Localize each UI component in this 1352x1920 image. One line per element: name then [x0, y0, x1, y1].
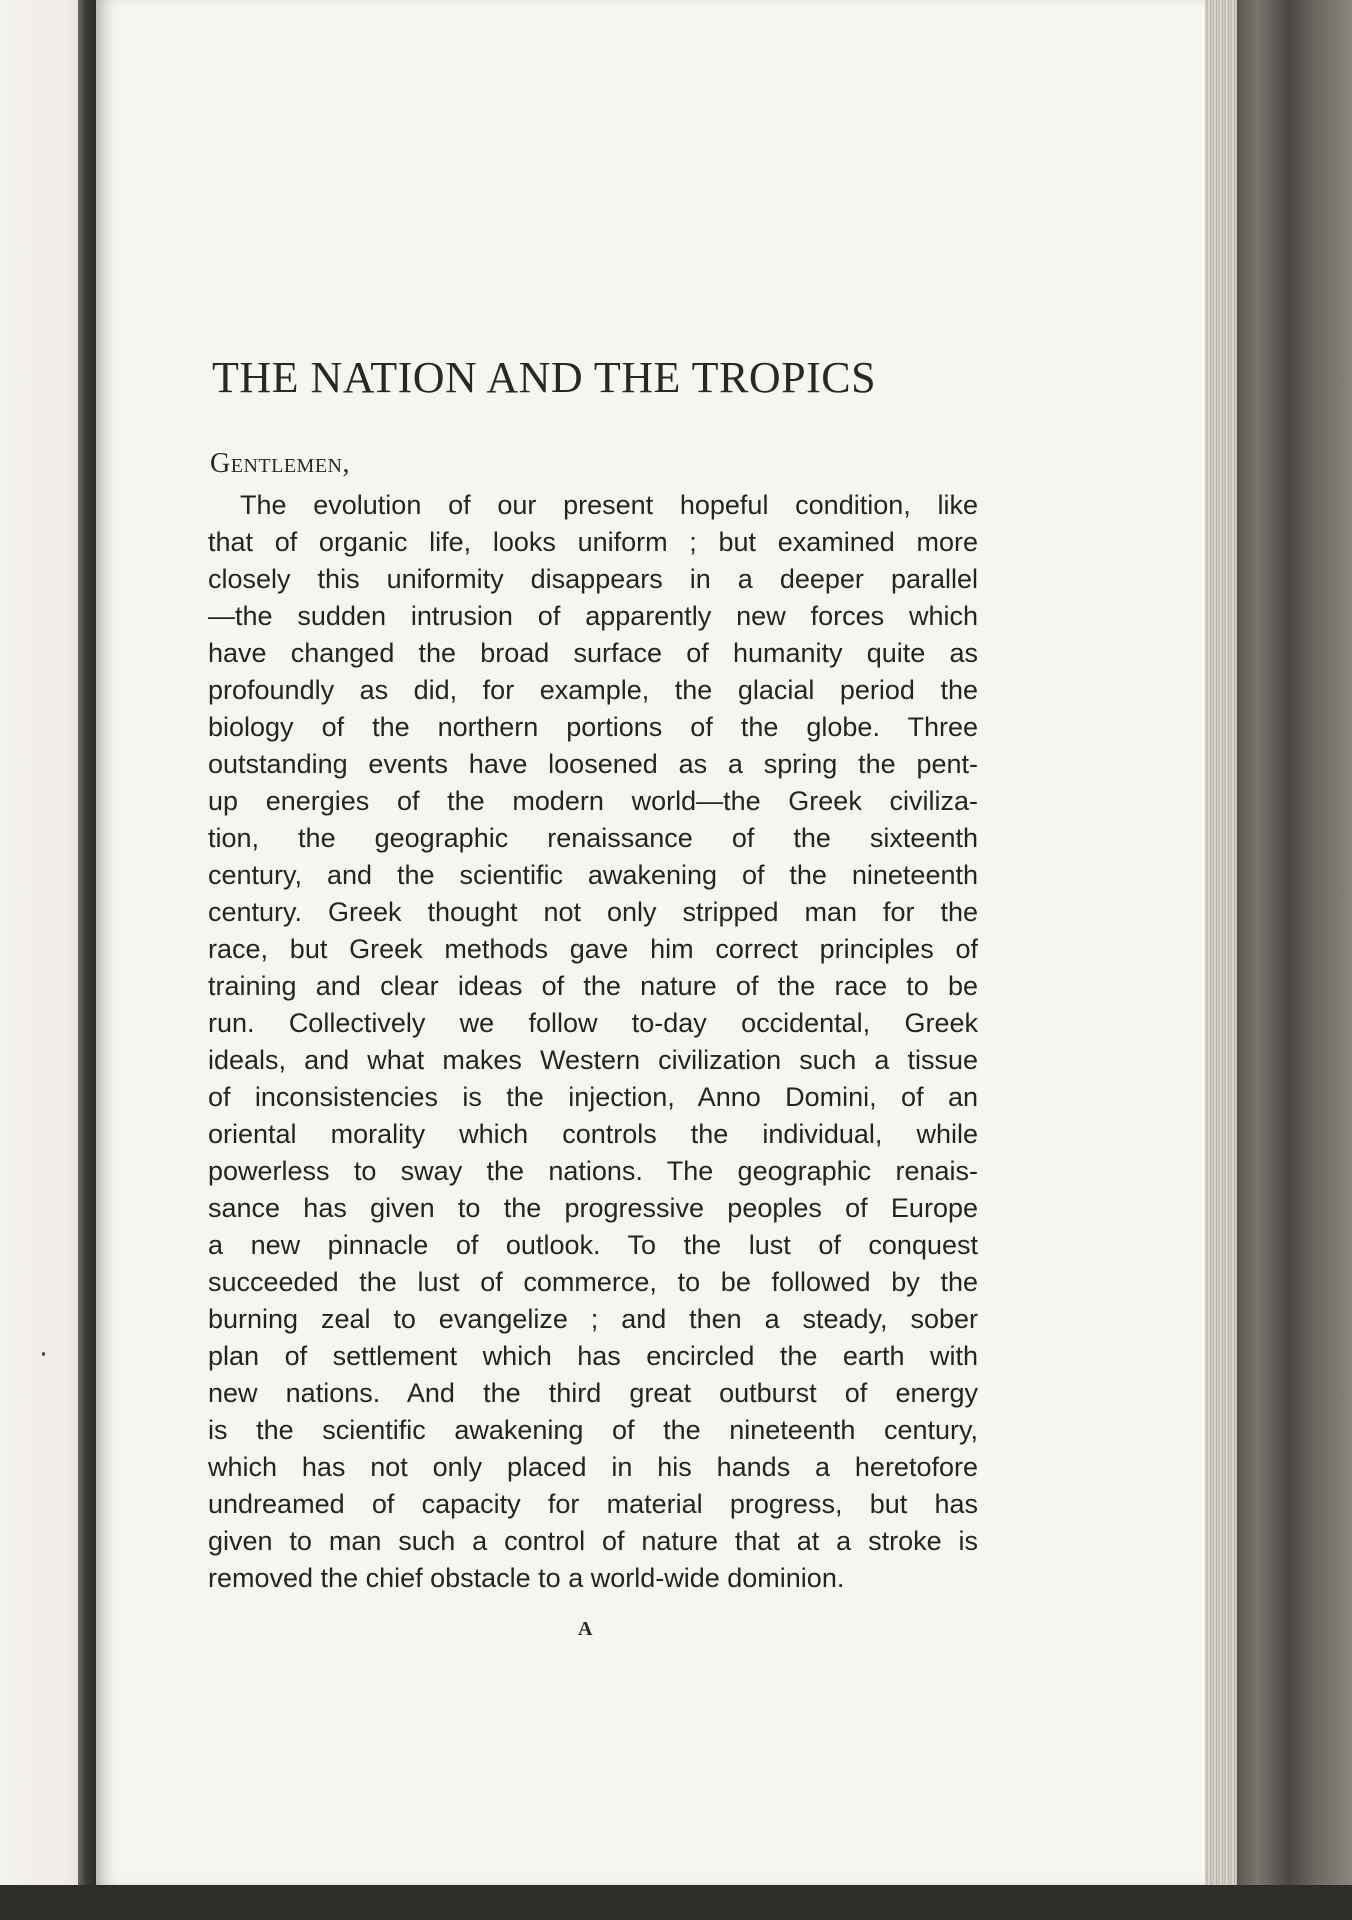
text-line: biology of the northern portions of the globe. Three: [208, 712, 978, 742]
salutation: Gentlemen,: [210, 448, 350, 479]
scan-bottom-band: [0, 1885, 1352, 1920]
text-line: ideals, and what makes Western civilization such a tissue: [208, 1045, 978, 1075]
text-line: which has not only placed in his hands a heretofore: [208, 1452, 978, 1482]
text-line: succeeded the lust of commerce, to be followed by the: [208, 1267, 978, 1297]
text-line: burning zeal to evangelize ; and then a steady, sober: [208, 1304, 978, 1334]
book-cover-edge: [1237, 0, 1352, 1920]
text-line: plan of settlement which has encircled the earth with: [208, 1341, 978, 1371]
text-line: race, but Greek methods gave him correct principles of: [208, 934, 978, 964]
text-line: up energies of the modern world—the Greek civiliza-: [208, 786, 978, 816]
text-line: new nations. And the third great outburst of energy: [208, 1378, 978, 1408]
text-line: outstanding events have loosened as a spring the pent-: [208, 749, 978, 779]
text-line: is the scientific awakening of the nineteenth century,: [208, 1415, 978, 1445]
text-line: have changed the broad surface of humanity quite as: [208, 638, 978, 668]
text-line: run. Collectively we follow to-day occidental, Greek: [208, 1008, 978, 1038]
text-line: of inconsistencies is the injection, Anno Domini, of an: [208, 1082, 978, 1112]
text-line: tion, the geographic renaissance of the sixteenth: [208, 823, 978, 853]
text-line: profoundly as did, for example, the glacial period the: [208, 675, 978, 705]
text-line: The evolution of our present hopeful condition, like: [240, 490, 978, 520]
text-line: training and clear ideas of the nature of the race to be: [208, 971, 978, 1001]
page-edges: [1205, 0, 1237, 1892]
text-line: given to man such a control of nature that at a stroke is: [208, 1526, 978, 1556]
text-line: —the sudden intrusion of apparently new forces which: [208, 601, 978, 631]
text-line: a new pinnacle of outlook. To the lust of conquest: [208, 1230, 978, 1260]
text-line: that of organic life, looks uniform ; but examined more: [208, 527, 978, 557]
text-line: century. Greek thought not only stripped man for the: [208, 897, 978, 927]
chapter-title: THE NATION AND THE TROPICS: [212, 353, 877, 402]
text-line: oriental morality which controls the individual, while: [208, 1119, 978, 1149]
text-line: removed the chief obstacle to a world-wide dominion.: [208, 1563, 845, 1593]
text-line: closely this uniformity disappears in a deeper parallel: [208, 564, 978, 594]
facing-page-edge: [0, 0, 84, 1890]
ink-speck: [42, 1352, 45, 1356]
text-line: century, and the scientific awakening of the nineteenth: [208, 860, 978, 890]
body-paragraph: [208, 487, 978, 1597]
text-line: sance has given to the progressive peoples of Europe: [208, 1193, 978, 1223]
text-line: undreamed of capacity for material progress, but has: [208, 1489, 978, 1519]
text-line: powerless to sway the nations. The geographic renais-: [208, 1156, 978, 1186]
signature-mark: A: [578, 1618, 593, 1640]
book-gutter: [78, 0, 98, 1890]
